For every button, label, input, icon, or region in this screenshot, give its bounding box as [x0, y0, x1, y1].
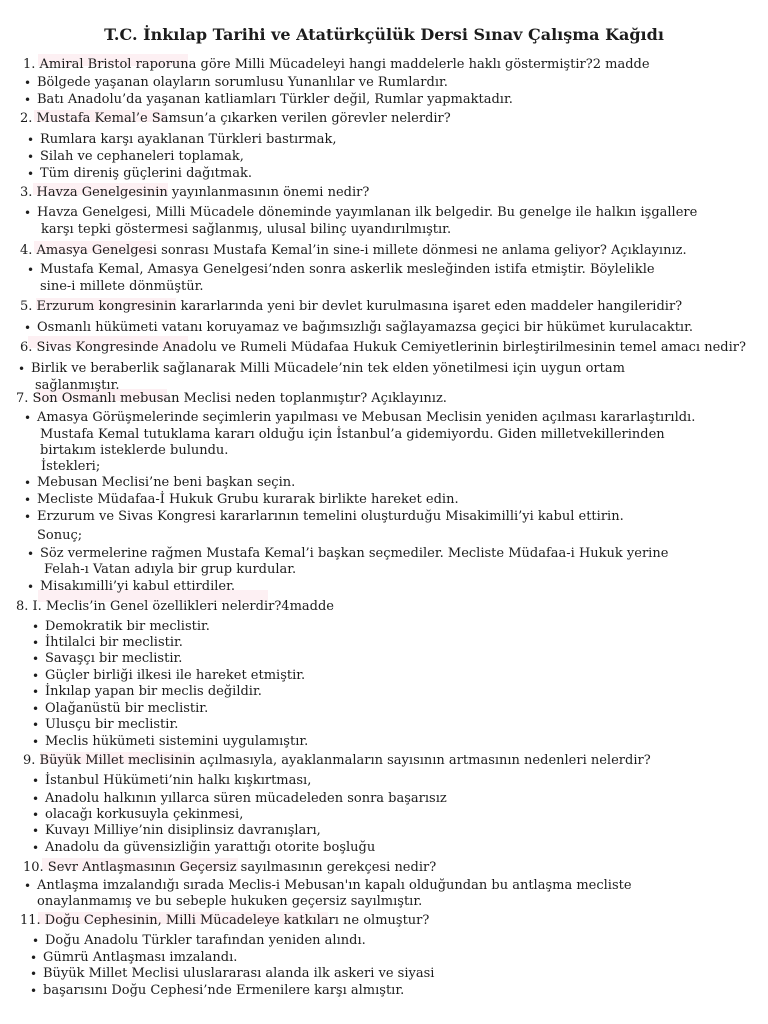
bullet-marker: • — [32, 718, 40, 732]
bullet-marker: • — [18, 362, 26, 376]
bullet-marker: • — [24, 411, 32, 425]
bullet-marker: • — [27, 167, 35, 181]
bullet-marker: • — [32, 669, 40, 683]
answer-continuation-line: birtakım isteklerde bulundu. — [40, 443, 229, 458]
answer-continuation-line: Mustafa Kemal tutuklama kararı olduğu için İstanbul’a gidemiyordu. Giden milletvekillerinden — [40, 427, 665, 442]
bullet-marker: • — [30, 984, 38, 998]
bullet-marker: • — [27, 580, 35, 594]
answer-bullet-line: İstanbul Hükümeti’nin halkı kışkırtması, — [45, 773, 312, 788]
question-line: 5. Erzurum kongresinin kararlarında yeni bir devlet kurulmasına işaret eden maddeler hangileridir? — [20, 299, 683, 314]
bullet-marker: • — [24, 76, 32, 90]
answer-bullet-line: Batı Anadolu’da yaşanan katliamları Türkler değil, Rumlar yapmaktadır. — [37, 92, 513, 107]
answer-continuation-line: Sonuç; — [37, 528, 83, 543]
answer-bullet-line: Silah ve cephaneleri toplamak, — [40, 149, 244, 164]
bullet-marker: • — [27, 263, 35, 277]
answer-bullet-line: Anadolu halkının yıllarca süren mücadeleden sonra başarısız — [45, 791, 447, 806]
question-line: 11. Doğu Cephesinin, Milli Mücadeleye katkıları ne olmuştur? — [20, 913, 430, 928]
bullet-marker: • — [30, 951, 38, 965]
answer-bullet-line: Amasya Görüşmelerinde seçimlerin yapılması ve Mebusan Meclisin yeniden açılması kararlaştırıldı. — [37, 410, 696, 425]
bullet-marker: • — [24, 493, 32, 507]
question-line: 2. Mustafa Kemal’e Samsun’a çıkarken verilen görevler nelerdir? — [20, 111, 451, 126]
bullet-marker: • — [24, 510, 32, 524]
answer-bullet-line: Bölgede yaşanan olayların sorumlusu Yunanlılar ve Rumlardır. — [37, 75, 448, 90]
question-line: 9. Büyük Millet meclisinin açılmasıyla, ayaklanmaların sayısının artmasının nedenleri nelerdir? — [23, 753, 651, 768]
answer-bullet-line: Mebusan Meclisi’ne beni başkan seçin. — [37, 475, 296, 490]
answer-bullet-line: Mecliste Müdafaa-İ Hukuk Grubu kurarak birlikte hareket edin. — [37, 492, 459, 507]
answer-bullet-line: Demokratik bir meclistir. — [45, 619, 210, 634]
answer-bullet-line: Havza Genelgesi, Milli Mücadele döneminde yayımlanan ilk belgedir. Bu genelge ile halkın işgallere — [37, 205, 698, 220]
answer-bullet-line: Birlik ve beraberlik sağlanarak Milli Mücadele’nin tek elden yönetilmesi için uygun ortam — [31, 361, 625, 376]
bullet-marker: • — [30, 967, 38, 981]
bullet-marker: • — [24, 206, 32, 220]
bullet-marker: • — [24, 879, 32, 893]
question-line: 3. Havza Genelgesinin yayınlanmasının önemi nedir? — [20, 185, 370, 200]
bullet-marker: • — [32, 808, 40, 822]
answer-continuation-line: İstekleri; — [41, 459, 101, 474]
answer-continuation-line: sağlanmıştır. — [35, 378, 120, 393]
answer-bullet-line: Kuvayı Milliye’nin disiplinsiz davranışları, — [45, 823, 321, 838]
bullet-marker: • — [32, 685, 40, 699]
bullet-marker: • — [27, 547, 35, 561]
answer-bullet-line: İhtilalci bir meclistir. — [45, 635, 183, 650]
bullet-marker: • — [32, 735, 40, 749]
answer-bullet-line: başarısını Doğu Cephesi’nde Ermenilere karşı almıştır. — [43, 983, 405, 998]
bullet-marker: • — [24, 321, 32, 335]
answer-bullet-line: Erzurum ve Sivas Kongresi kararlarının temelini oluşturduğu Misakimilli’yi kabul ettirin. — [37, 509, 624, 524]
answer-bullet-line: Antlaşma imzalandığı sırada Meclis-i Mebusan'ın kapalı olduğundan bu antlaşma mecliste — [37, 878, 632, 893]
answer-continuation-line: karşı tepki göstermesi sağlanmış, ulusal bilinç uyandırılmıştır. — [41, 222, 452, 237]
answer-bullet-line: Misakımilli’yi kabul ettirdiler. — [40, 579, 236, 594]
question-line: 4. Amasya Genelgesi sonrası Mustafa Kemal’in sine-i millete dönmesi ne anlama geliyor? Açıklayınız. — [20, 243, 687, 258]
bullet-marker: • — [32, 841, 40, 855]
answer-bullet-line: Tüm direniş güçlerini dağıtmak. — [40, 166, 252, 181]
answer-bullet-line: Olağanüstü bir meclistir. — [45, 701, 209, 716]
bullet-marker: • — [32, 620, 40, 634]
answer-bullet-line: Büyük Millet Meclisi uluslararası alanda ilk askeri ve siyasi — [43, 966, 435, 981]
answer-bullet-line: Anadolu da güvensizliğin yarattığı otorite boşluğu — [45, 840, 376, 855]
bullet-marker: • — [32, 636, 40, 650]
answer-bullet-line: Doğu Anadolu Türkler tarafından yeniden alındı. — [45, 933, 366, 948]
answer-continuation-line: Felah-ı Vatan adıyla bir grup kurdular. — [44, 562, 297, 577]
answer-bullet-line: Mustafa Kemal, Amasya Genelgesi’nden sonra askerlik mesleğinden istifa etmiştir. Böylelikle — [40, 262, 655, 277]
answer-bullet-line: Güçler birliği ilkesi ile hareket etmiştir. — [45, 668, 306, 683]
answer-continuation-line: onaylanmamış ve bu sebeple hukuken geçersiz sayılmıştır. — [37, 894, 423, 909]
answer-bullet-line: İnkılap yapan bir meclis değildir. — [45, 684, 262, 699]
answer-bullet-line: Savaşçı bir meclistir. — [45, 651, 183, 666]
answer-bullet-line: Söz vermelerine rağmen Mustafa Kemal’i başkan seçmediler. Mecliste Müdafaa-i Hukuk yerine — [40, 546, 669, 561]
bullet-marker: • — [32, 652, 40, 666]
bullet-marker: • — [32, 702, 40, 716]
bullet-marker: • — [32, 934, 40, 948]
answer-bullet-line: Ulusçu bir meclistir. — [45, 717, 179, 732]
question-line: 7. Son Osmanlı mebusan Meclisi neden toplanmıştır? Açıklayınız. — [16, 391, 447, 406]
question-line: 1. Amiral Bristol raporuna göre Milli Mücadeleyi hangi maddelerle haklı göstermiştir?2 madde — [23, 57, 650, 72]
page-title: T.C. İnkılap Tarihi ve Atatürkçülük Dersi Sınav Çalışma Kağıdı — [104, 25, 664, 44]
bullet-marker: • — [32, 792, 40, 806]
question-line: 10. Sevr Antlaşmasının Geçersiz sayılmasının gerekçesi nedir? — [23, 860, 437, 875]
bullet-marker: • — [27, 150, 35, 164]
bullet-marker: • — [24, 476, 32, 490]
answer-bullet-line: Gümrü Antlaşması imzalandı. — [43, 950, 238, 965]
bullet-marker: • — [32, 774, 40, 788]
answer-bullet-line: Osmanlı hükümeti vatanı koruyamaz ve bağımsızlığı sağlayamazsa geçici bir hükümet kurulacaktır. — [37, 320, 693, 335]
answer-bullet-line: Meclis hükümeti sistemini uygulamıştır. — [45, 734, 309, 749]
question-line: 6. Sivas Kongresinde Anadolu ve Rumeli Müdafaa Hukuk Cemiyetlerinin birleştirilmesinin temel amacı nedir? — [20, 340, 746, 355]
bullet-marker: • — [32, 824, 40, 838]
answer-bullet-line: Rumlara karşı ayaklanan Türkleri bastırmak, — [40, 132, 337, 147]
bullet-marker: • — [27, 133, 35, 147]
question-line: 8. I. Meclis’in Genel özellikleri nelerdir?4madde — [16, 599, 334, 614]
answer-bullet-line: olacağı korkusuyla çekinmesi, — [45, 807, 244, 822]
bullet-marker: • — [24, 93, 32, 107]
answer-continuation-line: sine-i millete dönmüştür. — [40, 279, 204, 294]
